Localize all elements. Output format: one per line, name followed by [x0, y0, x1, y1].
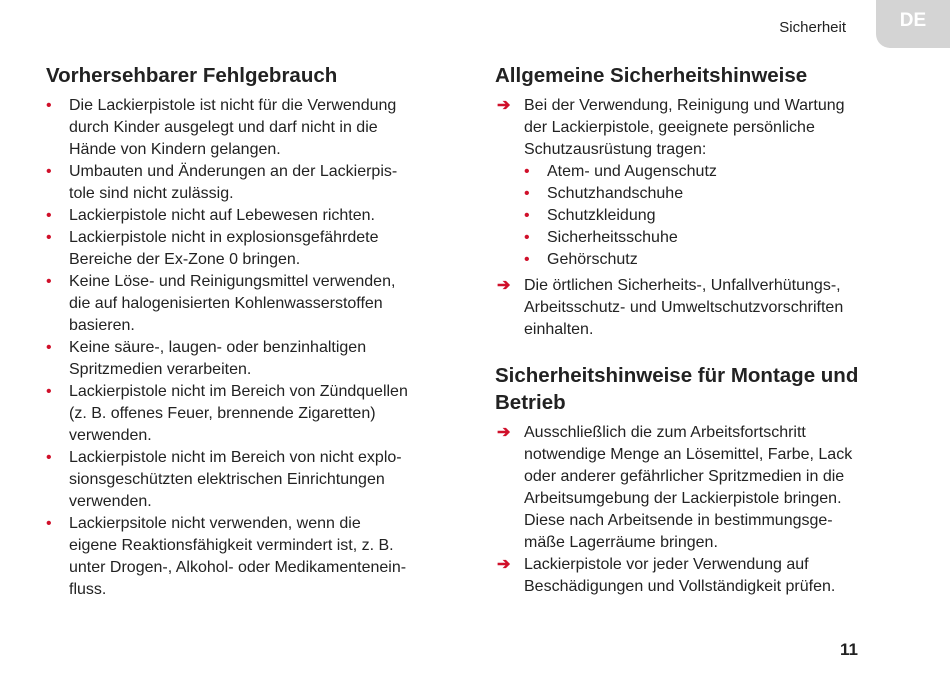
text-line: Bei der Verwendung, Reinigung und Wartung: [524, 97, 845, 114]
item-text: [69, 513, 466, 601]
list-item: [46, 447, 466, 513]
bullet-icon: •: [46, 515, 52, 532]
sub-list-item: [524, 227, 915, 249]
item-text: [524, 95, 915, 161]
text-line: durch Kinder ausgelegt und darf nicht in die: [69, 119, 378, 136]
section-title: Sicherheit: [779, 19, 846, 36]
text-line: oder anderer gefährlicher Spritzmedien in die: [524, 468, 845, 485]
text-line: die auf halogenisierten Kohlenwasserstoffen: [69, 295, 383, 312]
heading-line: Betrieb: [495, 391, 566, 414]
arrow-right-icon: ➔: [497, 277, 511, 294]
bullet-icon: •: [46, 449, 52, 466]
text-line: Keine Löse- und Reinigungsmittel verwenden,: [69, 273, 396, 290]
list-item: [46, 161, 466, 205]
item-text: Schutzkleidung: [547, 207, 656, 224]
item-text: [69, 95, 466, 161]
item-text: [524, 422, 915, 554]
bullet-icon: •: [524, 207, 530, 224]
list-item: [46, 95, 466, 161]
item-text: [69, 271, 466, 337]
list-item: [495, 95, 915, 271]
text-line: unter Drogen-, Alkohol- oder Medikamentenein-: [69, 559, 407, 576]
text-line: Umbauten und Änderungen an der Lackierpis-: [69, 163, 398, 180]
assembly-section: [495, 362, 915, 598]
text-line: tole sind nicht zulässig.: [69, 185, 234, 202]
item-text: [69, 337, 466, 381]
text-line: Die Lackierpistole ist nicht für die Verwendung: [69, 97, 397, 114]
item-text: [69, 227, 466, 271]
heading-foreseeable-misuse: Vorhersehbarer Fehlgebrauch: [46, 64, 338, 87]
text-line: Diese nach Arbeitsende in bestimmungsge-: [524, 512, 833, 529]
sub-list-item: [524, 205, 915, 227]
list-item: [495, 275, 915, 341]
item-text: [524, 275, 915, 341]
arrow-right-icon: ➔: [497, 424, 511, 441]
item-text: Gehörschutz: [547, 251, 638, 268]
text-line: mäße Lagerräume bringen.: [524, 534, 718, 551]
text-line: Lackierpistole nicht im Bereich von nicht explo-: [69, 449, 402, 466]
text-line: Arbeitsumgebung der Lackierpistole bringen.: [524, 490, 842, 507]
bullet-icon: •: [524, 163, 530, 180]
text-line: Ausschließlich die zum Arbeitsfortschritt: [524, 424, 806, 441]
arrow-right-icon: ➔: [497, 97, 511, 114]
text-line: Lackierpistole nicht auf Lebewesen richten.: [69, 207, 375, 224]
text-line: eigene Reaktionsfähigkeit vermindert ist, z. B.: [69, 537, 394, 554]
protective-equipment-list: [524, 161, 915, 271]
bullet-icon: •: [46, 97, 52, 114]
assembly-list: [495, 422, 915, 598]
item-text: Sicherheitsschuhe: [547, 229, 678, 246]
list-item: [46, 381, 466, 447]
text-line: verwenden.: [69, 427, 152, 444]
list-item: [495, 422, 915, 554]
list-item: [46, 205, 466, 227]
bullet-icon: •: [46, 229, 52, 246]
text-line: Lackierpistole vor jeder Verwendung auf: [524, 556, 809, 573]
list-item: [495, 554, 915, 598]
text-line: Hände von Kindern gelangen.: [69, 141, 281, 158]
misuse-list: [46, 95, 466, 601]
bullet-icon: •: [46, 163, 52, 180]
heading-general-safety: Allgemeine Sicherheitshinweise: [495, 64, 808, 87]
list-item: [46, 513, 466, 601]
item-text: [69, 205, 466, 227]
text-line: der Lackierpistole, geeignete persönliche: [524, 119, 815, 136]
text-line: sionsgeschützten elektrischen Einrichtungen: [69, 471, 385, 488]
heading-assembly-operation: [495, 362, 915, 416]
item-text: [524, 554, 915, 598]
bullet-icon: •: [46, 339, 52, 356]
page-number: 11: [840, 640, 858, 659]
bullet-icon: •: [46, 383, 52, 400]
left-column: [46, 62, 466, 601]
text-line: Spritzmedien verarbeiten.: [69, 361, 252, 378]
sub-list-item: [524, 249, 915, 271]
text-line: Bereiche der Ex-Zone 0 bringen.: [69, 251, 301, 268]
text-line: basieren.: [69, 317, 135, 334]
text-line: Schutzausrüstung tragen:: [524, 141, 707, 158]
text-line: einhalten.: [524, 321, 594, 338]
bullet-icon: •: [46, 207, 52, 224]
text-line: verwenden.: [69, 493, 152, 510]
text-line: (z. B. offenes Feuer, brennende Zigaretten): [69, 405, 376, 422]
text-line: notwendige Menge an Lösemittel, Farbe, Lack: [524, 446, 853, 463]
arrow-right-icon: ➔: [497, 556, 511, 573]
text-line: Lackierpsitole nicht verwenden, wenn die: [69, 515, 361, 532]
sub-list-item: [524, 183, 915, 205]
text-line: Die örtlichen Sicherheits-, Unfallverhütungs-,: [524, 277, 841, 294]
bullet-icon: •: [524, 251, 530, 268]
bullet-icon: •: [46, 273, 52, 290]
item-text: [69, 381, 466, 447]
text-line: Arbeitsschutz- und Umweltschutzvorschriften: [524, 299, 844, 316]
language-tab-label: DE: [899, 10, 927, 31]
list-item: [46, 271, 466, 337]
sub-list-item: [524, 161, 915, 183]
item-text: Schutzhandschuhe: [547, 185, 684, 202]
heading-line: Sicherheitshinweise für Montage und: [495, 364, 859, 387]
right-column: [495, 62, 915, 598]
text-line: fluss.: [69, 581, 107, 598]
list-item: [46, 337, 466, 381]
bullet-icon: •: [524, 229, 530, 246]
item-text: Atem- und Augenschutz: [547, 163, 717, 180]
text-line: Lackierpistole nicht im Bereich von Zündquellen: [69, 383, 408, 400]
bullet-icon: •: [524, 185, 530, 202]
text-line: Lackierpistole nicht in explosionsgefährdete: [69, 229, 379, 246]
text-line: Beschädigungen und Vollständigkeit prüfen.: [524, 578, 836, 595]
list-item: [46, 227, 466, 271]
item-text: [69, 161, 466, 205]
item-text: [69, 447, 466, 513]
text-line: Keine säure-, laugen- oder benzinhaltigen: [69, 339, 367, 356]
general-safety-list: [495, 95, 915, 341]
language-tab: [876, 0, 950, 48]
